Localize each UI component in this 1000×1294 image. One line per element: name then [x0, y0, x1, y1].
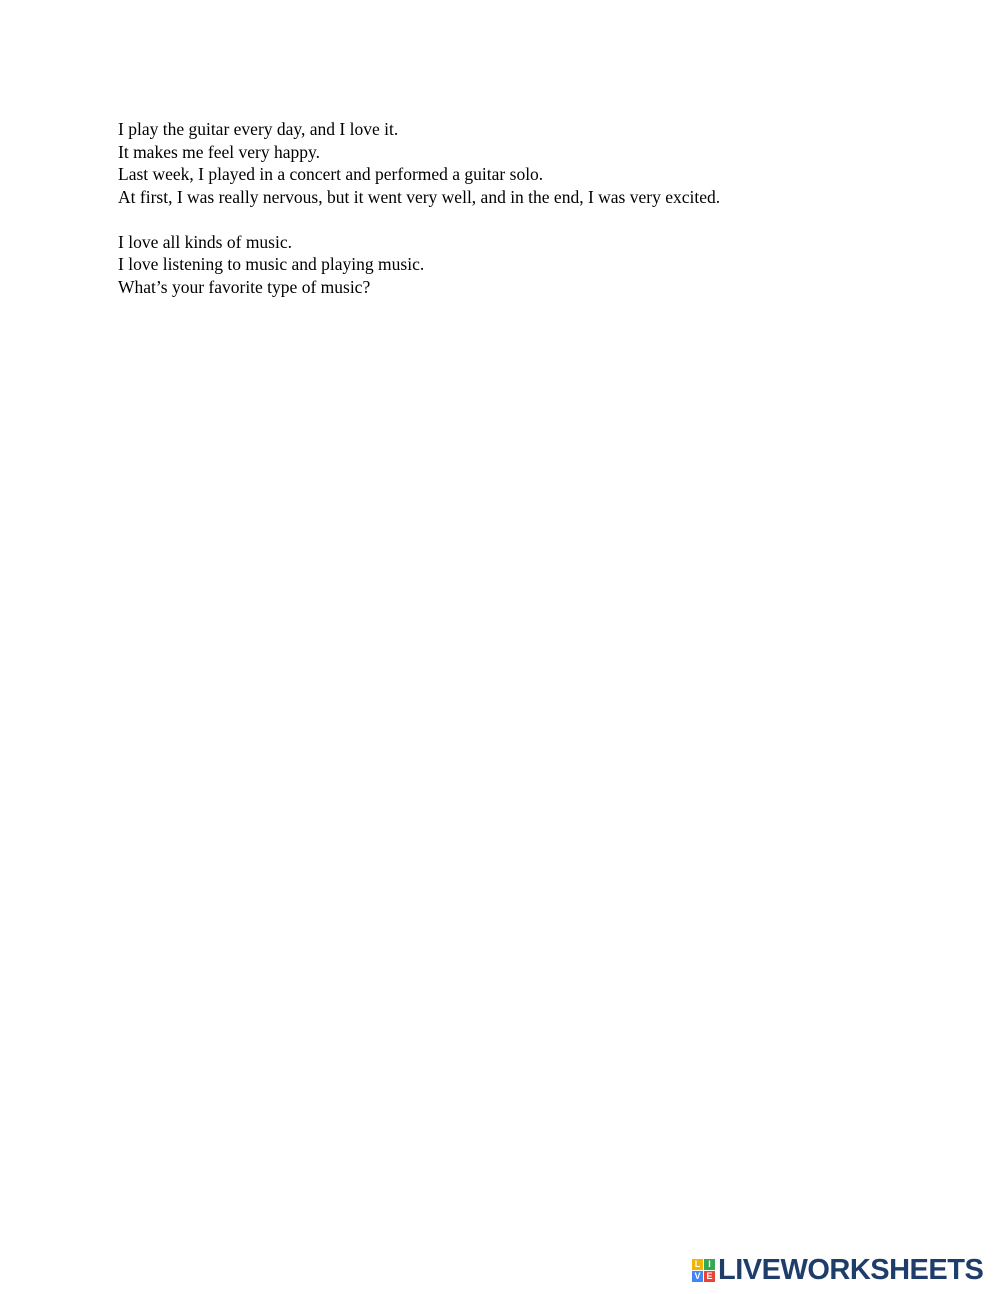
text-line: At first, I was really nervous, but it went very well, and in the end, I was very excited.: [118, 186, 721, 207]
text-line: What’s your favorite type of music?: [118, 276, 371, 297]
logo-mark-icon: [692, 1259, 715, 1282]
text-line: I love all kinds of music.: [118, 231, 293, 252]
worksheet-text: [118, 118, 918, 298]
text-line: I love listening to music and playing music.: [118, 254, 425, 274]
logo-text: LIVEWORKSHEETS: [718, 1253, 984, 1286]
paragraph-guitar: [118, 118, 918, 208]
paragraph-music: [118, 231, 918, 299]
text-line: I play the guitar every day, and I love it.: [118, 119, 399, 139]
logo-mark-v: V: [692, 1271, 703, 1282]
text-line: Last week, I played in a concert and performed a guitar solo.: [118, 164, 544, 184]
liveworksheets-logo: [692, 1255, 983, 1285]
logo-mark-i: I: [704, 1259, 715, 1270]
logo-mark-e: E: [704, 1271, 715, 1282]
logo-mark-l: L: [692, 1259, 703, 1270]
text-line: It makes me feel very happy.: [118, 141, 320, 162]
